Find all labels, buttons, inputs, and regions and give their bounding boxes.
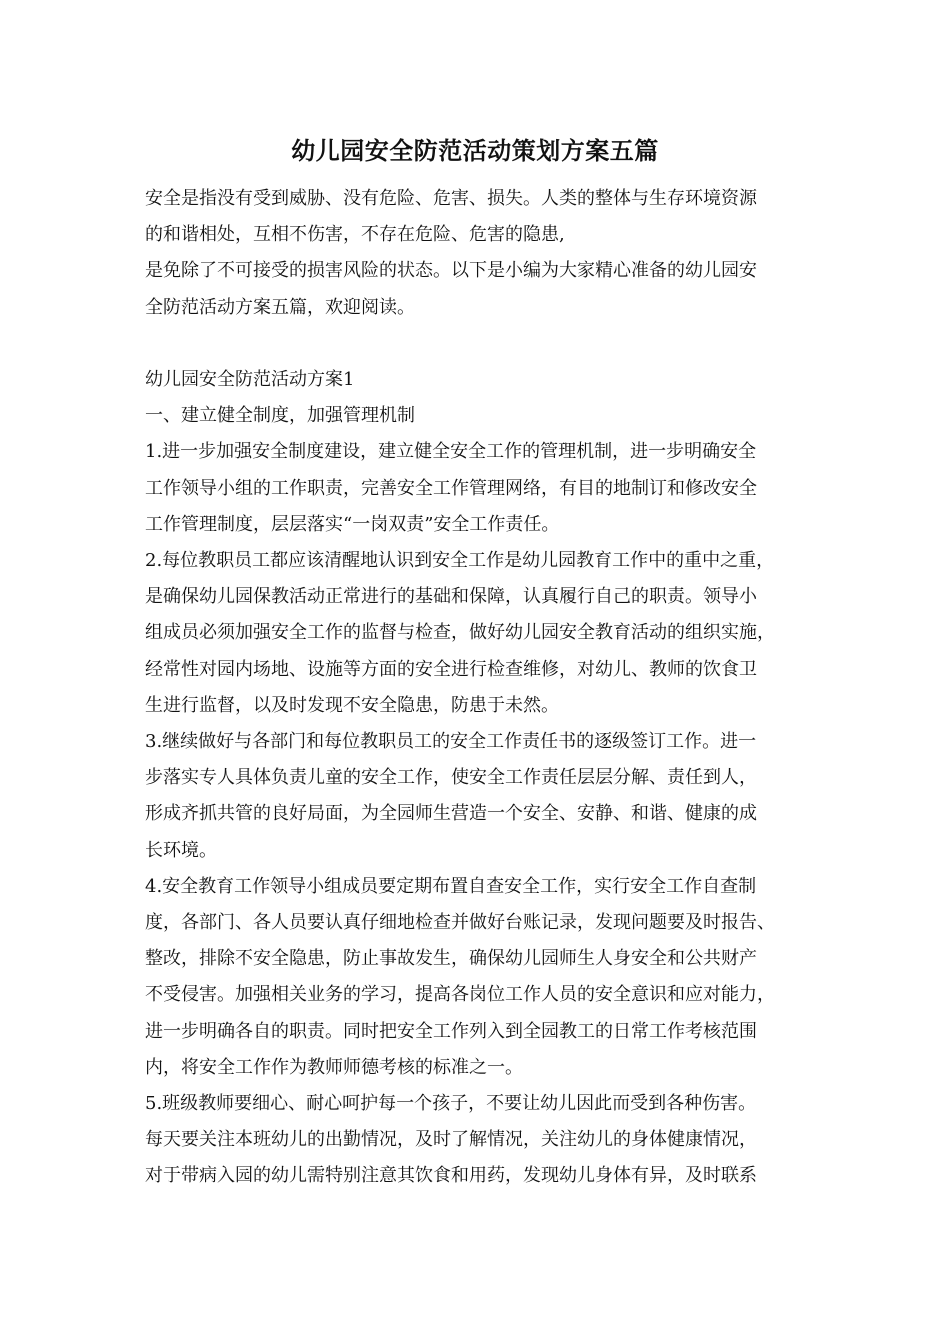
intro-line: 全防范活动方案五篇，欢迎阅读。 <box>145 296 415 318</box>
list-item-line: 生进行监督，以及时发现不安全隐患，防患于未然。 <box>145 694 559 716</box>
list-item-5 <box>145 1086 825 1195</box>
document-body <box>145 181 825 1195</box>
intro-line: 是免除了不可接受的损害风险的状态。以下是小编为大家精心准备的幼儿园安 <box>145 260 757 282</box>
paragraph-spacer <box>145 326 825 362</box>
list-item-line: 是确保幼儿园保教活动正常进行的基础和保障，认真履行自己的职责。领导小 <box>145 586 757 608</box>
list-item-3 <box>145 724 825 869</box>
list-item-line: 形成齐抓共管的良好局面，为全园师生营造一个安全、安静、和谐、健康的成 <box>145 803 757 825</box>
section-heading: 一、建立健全制度，加强管理机制 <box>145 405 415 427</box>
list-item-line: 4.安全教育工作领导小组成员要定期布置自查安全工作，实行安全工作自查制 <box>145 875 757 897</box>
list-item-line: 长环境。 <box>145 839 217 861</box>
list-item-line: 度，各部门、各人员要认真仔细地检查并做好台账记录，发现问题要及时报告、 <box>145 912 775 934</box>
list-item-line: 经常性对园内场地、设施等方面的安全进行检查维修，对幼儿、教师的饮食卫 <box>145 658 757 680</box>
intro-line: 的和谐相处，互相不伤害，不存在危险、危害的隐患, <box>145 224 565 246</box>
list-item-line: 整改，排除不安全隐患，防止事故发生，确保幼儿园师生人身安全和公共财产 <box>145 948 757 970</box>
list-item-line: 进一步明确各自的职责。同时把安全工作列入到全园教工的日常工作考核范围 <box>145 1020 757 1042</box>
list-item-line: 工作管理制度，层层落实“一岗双责”安全工作责任。 <box>145 513 560 535</box>
list-item-line: 1.进一步加强安全制度建设，建立健全安全工作的管理机制，进一步明确安全 <box>145 441 757 463</box>
list-item-1 <box>145 434 825 543</box>
list-item-line: 组成员必须加强安全工作的监督与检查，做好幼儿园安全教育活动的组织实施， <box>145 622 775 644</box>
intro-paragraph <box>145 181 825 326</box>
list-item-4 <box>145 869 825 1086</box>
list-item-line: 工作领导小组的工作职责，完善安全工作管理网络，有目的地制订和修改安全 <box>145 477 757 499</box>
document-title: 幼儿园安全防范活动策划方案五篇 <box>291 136 659 165</box>
list-item-line: 不受侵害。加强相关业务的学习，提高各岗位工作人员的安全意识和应对能力， <box>145 984 775 1006</box>
list-item-line: 3.继续做好与各部门和每位教职员工的安全工作责任书的逐级签订工作。进一 <box>145 731 757 753</box>
list-item-line: 对于带病入园的幼儿需特别注意其饮食和用药，发现幼儿身体有异，及时联系 <box>145 1165 757 1187</box>
list-item-2 <box>145 543 825 724</box>
section-title: 幼儿园安全防范活动方案1 <box>145 369 355 390</box>
list-item-line: 每天要关注本班幼儿的出勤情况，及时了解情况，关注幼儿的身体健康情况， <box>145 1129 757 1151</box>
list-item-line: 步落实专人具体负责儿童的安全工作，使安全工作责任层层分解、责任到人， <box>145 767 757 789</box>
list-item-line: 5.班级教师要细心、耐心呵护每一个孩子，不要让幼儿因此而受到各种伤害。 <box>145 1093 757 1115</box>
list-item-line: 内，将安全工作作为教师师德考核的标准之一。 <box>145 1056 523 1078</box>
list-item-line: 2.每位教职员工都应该清醒地认识到安全工作是幼儿园教育工作中的重中之重， <box>145 550 775 572</box>
intro-line: 安全是指没有受到威胁、没有危险、危害、损失。人类的整体与生存环境资源 <box>145 188 757 209</box>
